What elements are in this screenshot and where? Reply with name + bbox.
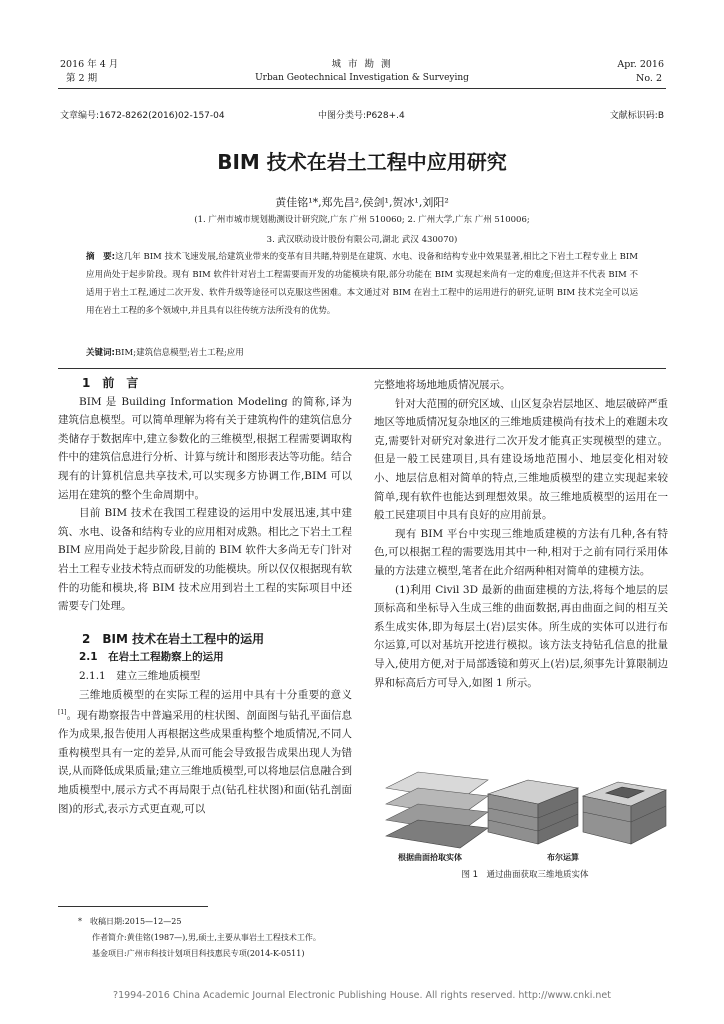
- header-date-en: Apr. 2016: [617, 59, 664, 70]
- keywords-text: BIM;建筑信息模型;岩土工程;应用: [114, 348, 244, 358]
- abstract-text: 这几年 BIM 技术飞速发展,给建筑业带来的变革有目共睹,特别是在建筑、水电、设备和结构专业中效果显著,相比之下岩土工程专业上 BIM 应用尚处于起步阶段。现有 BIM 软件针对岩土工程需要而开发的功能模块有限,部分功能在 BIM 实现起来尚有一定的难度;但这并不代表 BIM 不适用于岩土工程,通过二次开发、软件升级等途径可以克服这些困难。本文通过对 BIM 在岩土工程中的运用进行的研究,证明 BIM 技术完全可以运用在岩土工程的多个领域中,并且具有以往传统方法所没有的优势。: [86, 252, 638, 316]
- journal-title-cn: 城 市 勘 测: [331, 59, 393, 70]
- affiliation-line-1: (1. 广州市城市规划勘测设计研究院,广东 广州 510060; 2. 广州大学,广东 广州 510006;: [194, 215, 530, 225]
- section-2-1-1-title: 2.1.1 建立三维地质模型: [79, 669, 201, 682]
- section-1-title: 1 前 言: [82, 376, 139, 390]
- footnote-star: *: [78, 917, 90, 926]
- paragraph-intro-2: 目前 BIM 技术在我国工程建设的运用中发展迅速,其中建筑、水电、设备和结构专业的应用相对成熟。相比之下岩土工程 BIM 应用尚处于起步阶段,目前的 BIM 软件大多尚无专门针对岩土工程专业技术特点而研发的功能模块。所以仅仅根据现有软件的功能和模块,将 BIM 技术应用到岩土工程的实际项目中还需要专门处理。: [58, 507, 352, 613]
- paragraph-geo-model-b: 。现有勘察报告中普遍采用的柱状图、剖面图与钻孔平面信息作为成果,报告使用人再根据这些成果重构整个地质情况,不同人重构模型具有一定的差异,从而可能会导致报告成果出现人为错误,从而降低成果质量;建立三维地质模型,可以将地层信息融合到地质模型中,展示方式不再局限于点(钻孔柱状图)和面(钻孔剖面图)的形式,表示方式更直观,可以: [58, 709, 352, 815]
- affiliation-line-2: 3. 武汉联动设计股份有限公司,湖北 武汉 430070): [266, 235, 458, 245]
- header-issue-en: No. 2: [636, 73, 662, 84]
- header-rule: [58, 88, 666, 89]
- figure-1: [378, 766, 668, 866]
- footnote-rule: [58, 906, 208, 907]
- section-2-1-title: 2.1 在岩土工程勘察上的运用: [79, 651, 224, 664]
- right-column: [374, 376, 668, 692]
- footnote-received-text: 收稿日期:2015—12—25: [90, 917, 182, 926]
- document-code: 文献标识码:B: [609, 111, 664, 121]
- journal-title-en: Urban Geotechnical Investigation & Surveying: [255, 73, 469, 83]
- section-2-title: 2 BIM 技术在岩土工程中的运用: [82, 631, 265, 646]
- paragraph-geo-model: [58, 686, 352, 819]
- figure-1-illustration: [378, 766, 668, 866]
- abstract-label: 摘 要:: [86, 252, 116, 262]
- paragraph-methods: 现有 BIM 平台中实现三维地质建模的方法有几种,各有特色,可以根据工程的需要选用其中一种,相对于之前有同行采用体量的方法建立模型,笔者在此介绍两种相对简单的建模方法。: [374, 527, 668, 577]
- author-list: 黄佳铭¹*,郑先昌²,侯剑¹,贺冰¹,刘阳²: [275, 196, 449, 209]
- paragraph-geo-model-a: 三维地质模型的在实际工程的运用中具有十分重要的意义: [79, 688, 352, 701]
- paragraph-civil3d: (1)利用 Civil 3D 最新的曲面建模的方法,将每个地层的层顶标高和坐标导入生成三维的曲面数据,再由曲面之间的相互关系生成实体,即为每层土(岩)层实体。所生成的实体可以进行布尔运算,可以对基坑开挖进行模拟。该方法支持钻孔信息的批量导入,使用方便,对于局部透镜和剪灭上(岩)层,须事先计算限制边界和标高后方可导入,如图 1 所示。: [374, 583, 668, 689]
- cnki-watermark: ?1994-2016 China Academic Journal Electronic Publishing House. All rights reserved. http://www.cnki.net: [113, 990, 611, 1001]
- article-number: 文章编号:1672-8262(2016)02-157-04: [60, 111, 225, 121]
- clc-number: 中图分类号:P628+.4: [318, 111, 405, 121]
- header-issue-cn: 第 2 期: [66, 73, 98, 84]
- keywords-label: 关键词:: [86, 348, 115, 358]
- figure-label-boolean: 布尔运算: [547, 853, 579, 862]
- paragraph-complex-areas: 针对大范围的研究区域、山区复杂岩层地区、地层破碎严重地区等地质情况复杂地区的三维地质建模尚有技术上的难题未攻克,需要针对研究对象进行二次开发才能真正实现模型的建立。但是一般工民建项目,具有建设场地范围小、地层变化相对较小、地层信息相对简单的特点,三维地质模型的建立实现起来较简单,现有软件也能达到理想效果。故三维地质模型的运用在一般工民建项目中具有良好的应用前景。: [374, 397, 668, 522]
- left-column: [58, 374, 352, 818]
- figure-1-caption: 图 1 通过曲面获取三维地质实体: [461, 870, 589, 880]
- figure-label-surface-solid: 根据曲面拾取实体: [398, 853, 462, 862]
- boolean-excavation-graphic: [583, 782, 666, 844]
- footnote-received: [78, 914, 181, 930]
- geologic-solid-graphic: [488, 780, 578, 844]
- paper-title: BIM 技术在岩土工程中应用研究: [217, 150, 507, 174]
- header-date-cn: 2016 年 4 月: [60, 59, 119, 70]
- abstract: [86, 248, 638, 320]
- abstract-rule: [58, 368, 666, 369]
- strata-surfaces-graphic: [386, 772, 488, 848]
- paragraph-intro-1: BIM 是 Building Information Modeling 的简称,译为建筑信息模型。可以简单理解为将有关于建筑构件的建筑信息分类储存于数据库中,建立参数化的三维模型,根据工程需要调取构件中的建筑信息进行分析、计算与统计和图形表达等功能。结合现有的计算机信息共享技术,可以实现多方协调工作,BIM 可以运用在建筑的整个生命周期中。: [58, 395, 352, 501]
- citation-ref-1: [1]: [58, 709, 67, 717]
- footnote-fund: 基金项目:广州市科技计划项目科技惠民专项(2014-K-0511): [92, 949, 305, 958]
- paragraph-continued: 完整地将场地地质情况展示。: [374, 379, 511, 391]
- footnote-author-bio: 作者简介:黄佳铭(1987—),男,硕士,主要从事岩土工程技术工作。: [92, 933, 321, 942]
- keywords: [86, 344, 638, 362]
